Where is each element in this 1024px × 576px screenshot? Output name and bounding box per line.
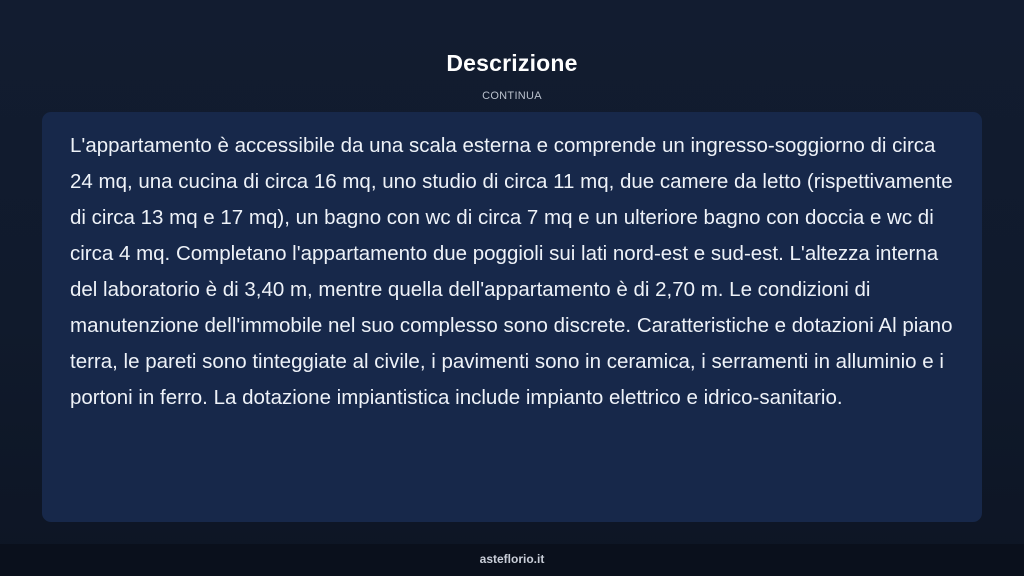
continue-link[interactable]: CONTINUA	[482, 90, 542, 102]
description-card	[42, 112, 982, 522]
site-name: asteflorio.it	[479, 552, 545, 566]
description-text: L'appartamento è accessibile da una scala esterna e comprende un ingresso-soggiorno di circa 24 mq, una cucina di circa 16 mq, uno studio di circa 11 mq, due camere da letto (rispettivamente di circa 13 mq e 17 mq), un bagno con wc di circa 7 mq e un ulteriore bagno con doccia e wc di circa 4 mq. Completano l'appartamento due poggioli sui lati nord-est e sud-est. L'altezza interna del laboratorio è di 3,40 m, mentre quella dell'appartamento è di 2,70 m. Le condizioni di manutenzione dell'immobile nel suo complesso sono discrete. Caratteristiche e dotazioni Al piano terra, le pareti sono tinteggiate al civile, i pavimenti sono in ceramica, i serramenti in alluminio e i portoni in ferro. La dotazione impiantistica include impianto elettrico e idrico-sanitario.	[70, 134, 953, 409]
page-title: Descrizione	[446, 50, 578, 76]
footer-bar	[0, 544, 1024, 576]
